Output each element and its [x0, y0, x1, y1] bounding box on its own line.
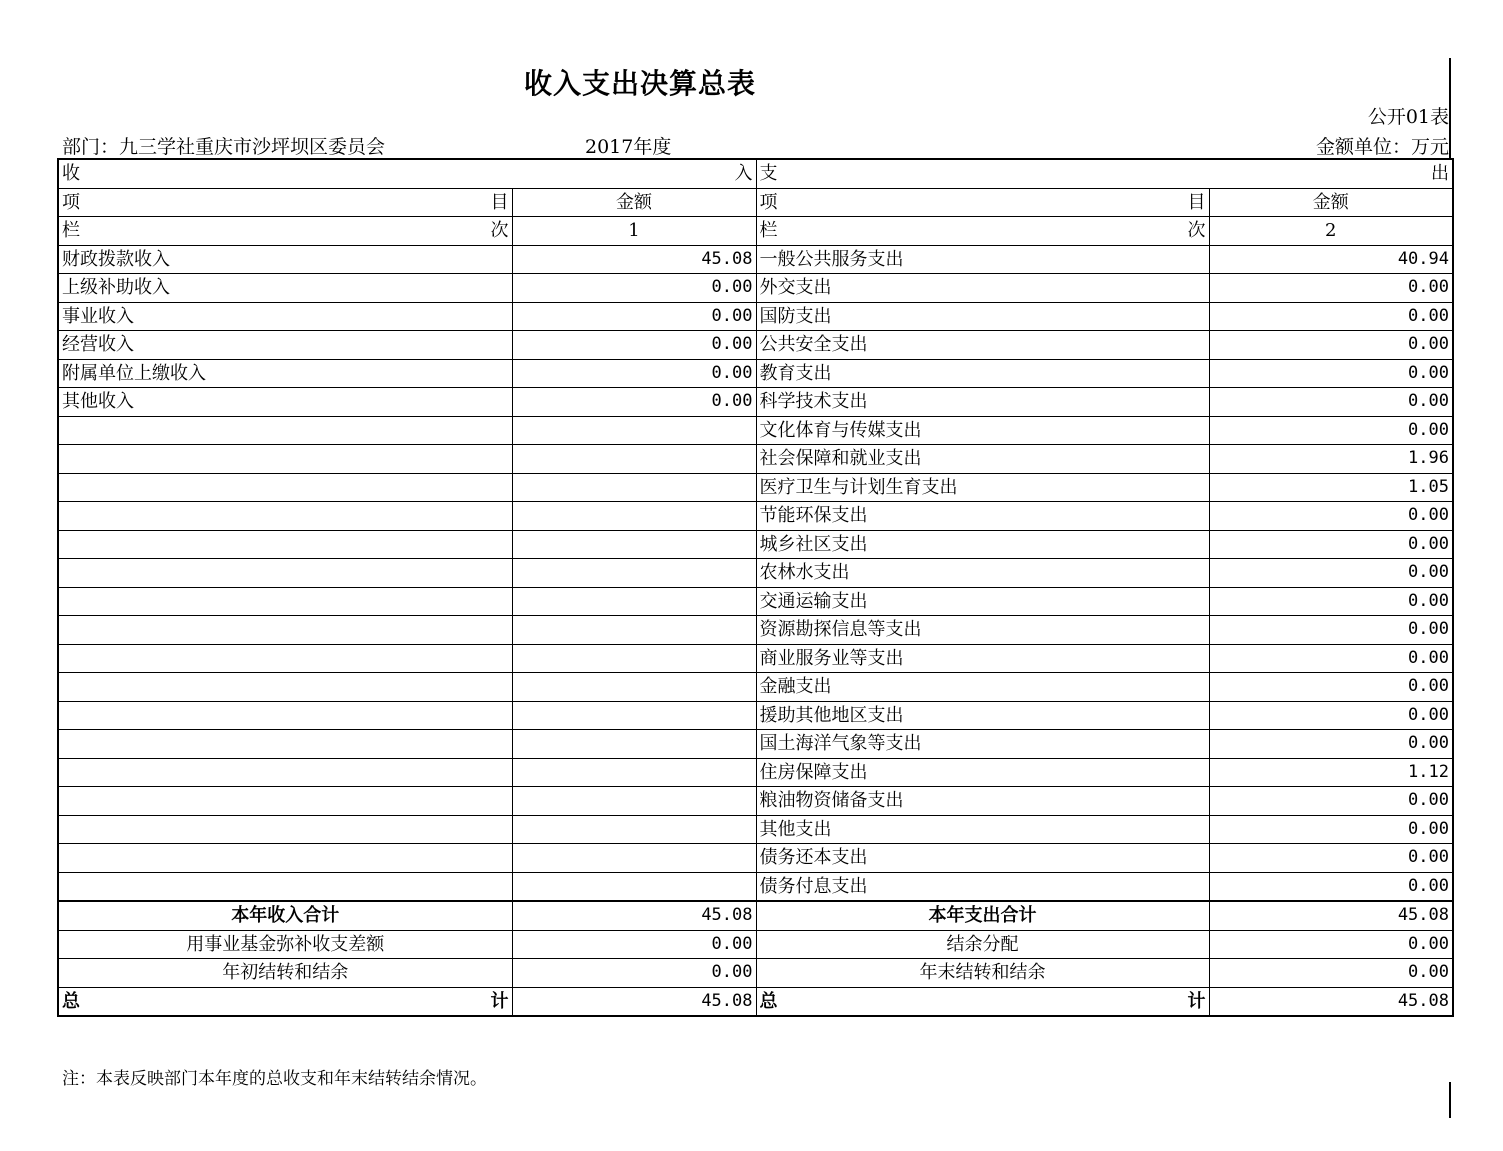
expense-amount: 0.00 — [1209, 388, 1453, 417]
income-amount: 0.00 — [512, 388, 756, 417]
income-item — [58, 416, 512, 445]
income-item — [58, 730, 512, 759]
income-item: 经营收入 — [58, 331, 512, 360]
header-row-item — [58, 188, 1453, 217]
table-row — [58, 872, 1453, 901]
expense-amount: 40.94 — [1209, 245, 1453, 274]
expense-item: 资源勘探信息等支出 — [756, 616, 1209, 645]
table-row — [58, 730, 1453, 759]
expense-amount: 0.00 — [1209, 331, 1453, 360]
begin-carryover-amount: 0.00 — [512, 959, 756, 988]
expense-amount: 0.00 — [1209, 502, 1453, 531]
income-item — [58, 473, 512, 502]
income-item — [58, 673, 512, 702]
expense-item: 一般公共服务支出 — [756, 245, 1209, 274]
income-header: 收 入 — [58, 159, 756, 188]
income-amount — [512, 416, 756, 445]
end-carryover-amount: 0.00 — [1209, 959, 1453, 988]
expense-amount: 0.00 — [1209, 644, 1453, 673]
income-amount — [512, 815, 756, 844]
right-edge-line-top — [1449, 58, 1451, 158]
expense-item: 医疗卫生与计划生育支出 — [756, 473, 1209, 502]
table-row — [58, 274, 1453, 303]
annual-total-row — [58, 901, 1453, 930]
expense-amount: 0.00 — [1209, 730, 1453, 759]
income-item — [58, 616, 512, 645]
expense-col-number: 2 — [1209, 217, 1453, 246]
income-item: 财政拨款收入 — [58, 245, 512, 274]
income-amount: 0.00 — [512, 331, 756, 360]
income-amount: 0.00 — [512, 302, 756, 331]
table-row — [58, 530, 1453, 559]
table-note: 注：本表反映部门本年度的总收支和年末结转结余情况。 — [62, 1069, 487, 1089]
expense-item: 城乡社区支出 — [756, 530, 1209, 559]
expense-amount: 0.00 — [1209, 359, 1453, 388]
surplus-amount: 0.00 — [1209, 930, 1453, 959]
expense-col-label: 栏 次 — [756, 217, 1209, 246]
income-amount — [512, 730, 756, 759]
expense-item: 国土海洋气象等支出 — [756, 730, 1209, 759]
income-amount — [512, 787, 756, 816]
table-row — [58, 302, 1453, 331]
table-row — [58, 559, 1453, 588]
expense-amount: 0.00 — [1209, 616, 1453, 645]
expense-item-header: 项 目 — [756, 188, 1209, 217]
expense-item: 债务付息支出 — [756, 872, 1209, 901]
income-amount: 45.08 — [512, 245, 756, 274]
form-number: 公开01表 — [1367, 106, 1449, 128]
income-item-header: 项 目 — [58, 188, 512, 217]
report-title: 收入支出决算总表 — [523, 67, 756, 100]
income-amount — [512, 701, 756, 730]
expense-amount: 0.00 — [1209, 787, 1453, 816]
fund-label: 用事业基金弥补收支差额 — [58, 930, 512, 959]
end-carryover-label: 年末结转和结余 — [756, 959, 1209, 988]
income-item — [58, 530, 512, 559]
expense-amount: 0.00 — [1209, 416, 1453, 445]
table-row — [58, 473, 1453, 502]
income-amount — [512, 445, 756, 474]
expense-amount: 1.05 — [1209, 473, 1453, 502]
income-item — [58, 815, 512, 844]
table-row — [58, 445, 1453, 474]
expense-item: 节能环保支出 — [756, 502, 1209, 531]
income-amount — [512, 502, 756, 531]
income-amount — [512, 559, 756, 588]
income-expense-table — [57, 158, 1454, 1017]
expense-amount: 0.00 — [1209, 815, 1453, 844]
grand-total-row — [58, 987, 1453, 1016]
fund-amount: 0.00 — [512, 930, 756, 959]
expense-amount: 0.00 — [1209, 872, 1453, 901]
income-grand-label: 总 计 — [58, 987, 512, 1016]
expense-amount: 0.00 — [1209, 844, 1453, 873]
expense-item: 农林水支出 — [756, 559, 1209, 588]
table-row — [58, 502, 1453, 531]
income-item — [58, 445, 512, 474]
table-row — [58, 245, 1453, 274]
expense-amount: 0.00 — [1209, 559, 1453, 588]
table-row — [58, 815, 1453, 844]
income-total-amount: 45.08 — [512, 901, 756, 930]
expense-total-label: 本年支出合计 — [756, 901, 1209, 930]
amount-unit: 金额单位：万元 — [1315, 136, 1449, 158]
expense-item: 其他支出 — [756, 815, 1209, 844]
income-amount — [512, 587, 756, 616]
income-item: 其他收入 — [58, 388, 512, 417]
table-row — [58, 673, 1453, 702]
income-col-number: 1 — [512, 217, 756, 246]
carryover-row — [58, 959, 1453, 988]
expense-amount: 0.00 — [1209, 701, 1453, 730]
expense-item: 文化体育与传媒支出 — [756, 416, 1209, 445]
right-edge-line-bottom — [1449, 1082, 1451, 1118]
table-row — [58, 587, 1453, 616]
income-total-label: 本年收入合计 — [58, 901, 512, 930]
expense-item: 外交支出 — [756, 274, 1209, 303]
income-item: 上级补助收入 — [58, 274, 512, 303]
income-item — [58, 758, 512, 787]
income-item: 事业收入 — [58, 302, 512, 331]
table-row — [58, 331, 1453, 360]
table-row — [58, 416, 1453, 445]
expense-item: 公共安全支出 — [756, 331, 1209, 360]
income-amount — [512, 844, 756, 873]
department-label: 部门：九三学社重庆市沙坪坝区委员会 — [62, 136, 386, 158]
header-row-column-number — [58, 217, 1453, 246]
expense-item: 债务还本支出 — [756, 844, 1209, 873]
table-row — [58, 758, 1453, 787]
expense-item: 社会保障和就业支出 — [756, 445, 1209, 474]
income-item — [58, 787, 512, 816]
income-item — [58, 872, 512, 901]
expense-amount: 1.96 — [1209, 445, 1453, 474]
income-col-label: 栏 次 — [58, 217, 512, 246]
expense-amount: 0.00 — [1209, 302, 1453, 331]
table-row — [58, 359, 1453, 388]
table-row — [58, 644, 1453, 673]
income-amount — [512, 616, 756, 645]
expense-item: 国防支出 — [756, 302, 1209, 331]
table-row — [58, 388, 1453, 417]
expense-total-amount: 45.08 — [1209, 901, 1453, 930]
income-amount — [512, 530, 756, 559]
income-grand-amount: 45.08 — [512, 987, 756, 1016]
expense-item: 援助其他地区支出 — [756, 701, 1209, 730]
income-amount — [512, 644, 756, 673]
table-row — [58, 787, 1453, 816]
income-item — [58, 559, 512, 588]
fund-surplus-row — [58, 930, 1453, 959]
table-row — [58, 701, 1453, 730]
table-row — [58, 616, 1453, 645]
expense-item: 交通运输支出 — [756, 587, 1209, 616]
expense-grand-label: 总 计 — [756, 987, 1209, 1016]
header-row-section — [58, 159, 1453, 188]
begin-carryover-label: 年初结转和结余 — [58, 959, 512, 988]
expense-item: 金融支出 — [756, 673, 1209, 702]
expense-amount-header: 金额 — [1209, 188, 1453, 217]
income-item — [58, 644, 512, 673]
expense-item: 商业服务业等支出 — [756, 644, 1209, 673]
income-amount: 0.00 — [512, 359, 756, 388]
surplus-label: 结余分配 — [756, 930, 1209, 959]
table-row — [58, 844, 1453, 873]
income-amount — [512, 872, 756, 901]
income-item: 附属单位上缴收入 — [58, 359, 512, 388]
expense-amount: 0.00 — [1209, 673, 1453, 702]
expense-amount: 0.00 — [1209, 587, 1453, 616]
income-item — [58, 844, 512, 873]
expense-grand-amount: 45.08 — [1209, 987, 1453, 1016]
income-amount — [512, 673, 756, 702]
income-amount — [512, 758, 756, 787]
expense-amount: 0.00 — [1209, 274, 1453, 303]
income-item — [58, 701, 512, 730]
expense-item: 教育支出 — [756, 359, 1209, 388]
expense-item: 科学技术支出 — [756, 388, 1209, 417]
expense-amount: 1.12 — [1209, 758, 1453, 787]
expense-item: 粮油物资储备支出 — [756, 787, 1209, 816]
income-amount-header: 金额 — [512, 188, 756, 217]
expense-item: 住房保障支出 — [756, 758, 1209, 787]
expense-amount: 0.00 — [1209, 530, 1453, 559]
income-amount: 0.00 — [512, 274, 756, 303]
fiscal-year: 2017年度 — [585, 136, 672, 158]
expense-header: 支 出 — [756, 159, 1453, 188]
income-item — [58, 502, 512, 531]
income-amount — [512, 473, 756, 502]
income-item — [58, 587, 512, 616]
